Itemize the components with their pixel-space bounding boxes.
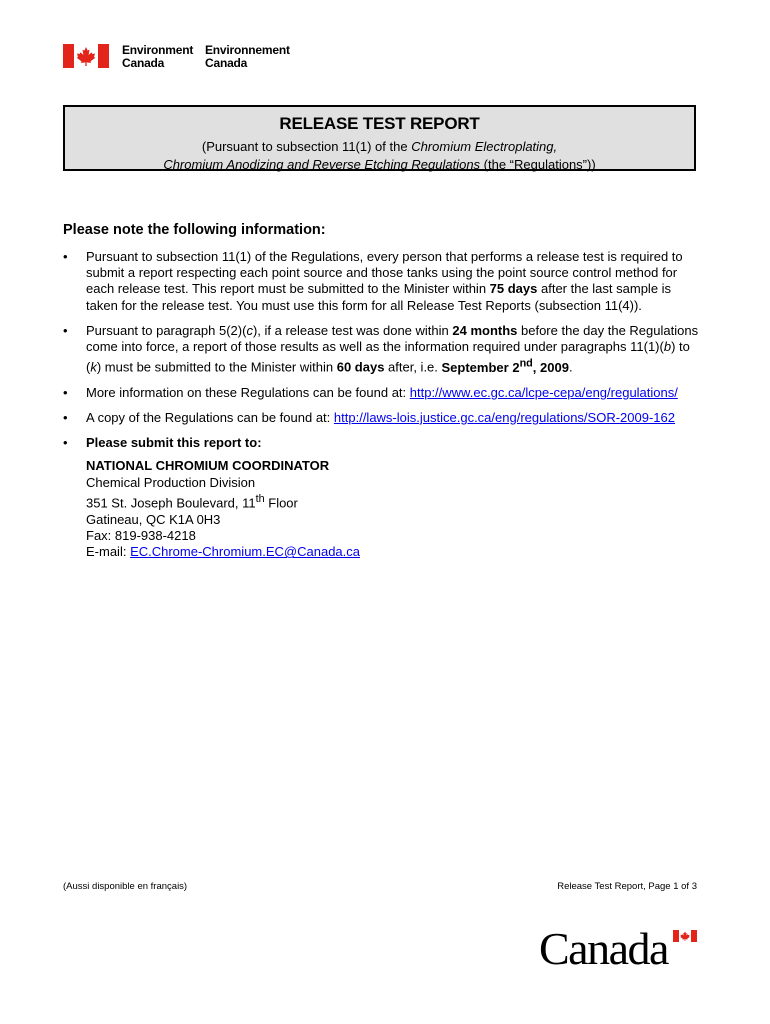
bullet-icon: • xyxy=(63,384,68,400)
list-item: • A copy of the Regulations can be found at: http://laws-lois.justice.gc.ca/eng/regulations/SOR-2009-162 xyxy=(63,409,675,425)
org-name-english: Environment Canada xyxy=(122,43,194,70)
bullet-icon: • xyxy=(63,322,68,338)
mailing-address: NATIONAL CHROMIUM COORDINATOR Chemical Production Division 351 St. Joseph Boulevard, 11th Floor Gatineau, QC K1A 0H3 Fax: 819-938-4218 E-mail: EC.Chrome-Chromium.EC@Canada.ca xyxy=(86,458,360,560)
list-item xyxy=(63,435,703,560)
french-availability-note: (Aussi disponible en français) xyxy=(63,881,188,892)
report-title-box xyxy=(63,105,696,171)
report-title: RELEASE TEST REPORT xyxy=(279,114,480,133)
regulations-copy-link[interactable]: http://laws-lois.justice.gc.ca/eng/regulations/SOR-2009-162 xyxy=(333,409,675,425)
list-item: • Pursuant to subsection 11(1) of the Regulations, every person that performs a release test is required to submit a report respecting each point source and those tanks using the point source control method for each release test. This report must be submitted to the Minister within 75 days after the last sample is taken for the release test. You must use this form for all Release Test Reports (subsection 11(4)). xyxy=(63,249,683,313)
org-name-french: Environnement Canada xyxy=(205,43,290,70)
canada-flag-icon xyxy=(63,44,109,68)
submit-heading: Please submit this report to: xyxy=(86,435,262,451)
bullet-icon: • xyxy=(63,435,68,451)
regulations-info-link[interactable]: http://www.ec.gc.ca/lcpe-cepa/eng/regulations/ xyxy=(409,384,678,400)
page-number: Release Test Report, Page 1 of 3 xyxy=(557,881,697,892)
canada-flag-icon xyxy=(673,930,697,942)
bullet-icon: • xyxy=(63,249,68,264)
list-item: • More information on these Regulations can be found at: http://www.ec.gc.ca/lcpe-cepa/eng/regulations/ xyxy=(63,384,678,400)
canada-wordmark: Canada xyxy=(539,928,699,972)
information-list xyxy=(63,249,703,569)
email-link[interactable]: EC.Chrome-Chromium.EC@Canada.ca xyxy=(130,544,360,560)
bullet-icon: • xyxy=(63,409,68,425)
report-subtitle: (Pursuant to subsection 11(1) of the Chromium Electroplating, Chromium Anodizing and Reverse Etching Regulations (the “Regulations”)) xyxy=(163,139,596,172)
note-heading: Please note the following information: xyxy=(63,222,326,238)
list-item: • Pursuant to paragraph 5(2)(c), if a release test was done within 24 months before the day the Regulations come into force, a report of those results as well as the information required under paragraphs 11(1)(b) to (k) must be submitted to the Minister within 60 days after, i.e. September 2nd, 2009. xyxy=(63,322,699,375)
